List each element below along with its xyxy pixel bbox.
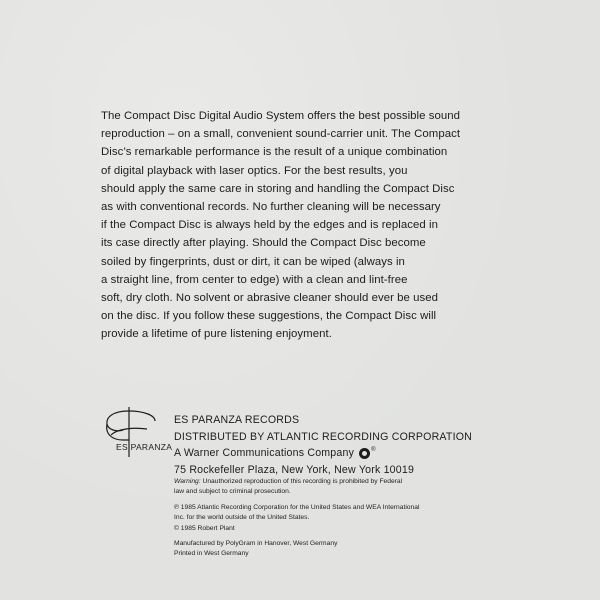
care-line: Disc’s remarkable performance is the result of a unique combination	[101, 146, 448, 159]
address: 75 Rockefeller Plaza, New York, New York 10019	[174, 463, 415, 476]
distributor: DISTRIBUTED BY ATLANTIC RECORDING CORPORATION	[174, 430, 473, 443]
care-line: its case directly after playing. Should the Compact Disc become	[101, 237, 426, 250]
manufacturer: Manufactured by PolyGram in Hanover, West Germany	[174, 540, 338, 548]
label-name: ES PARANZA RECORDS	[174, 414, 300, 426]
warning-line-2: law and subject to criminal prosecution.	[174, 488, 291, 496]
care-line: if the Compact Disc is always held by the edges and is replaced in	[101, 219, 438, 232]
care-line: reproduction – on a small, convenient sound-carrier unit. The Compact	[101, 128, 461, 141]
care-instructions	[101, 107, 521, 344]
care-line: should apply the same care in storing and handling the Compact Disc	[101, 182, 455, 195]
warning-text: Unauthorized reproduction of this recording is prohibited by Federal	[202, 478, 403, 485]
logo-text: ES PARANZA	[116, 442, 173, 452]
phonographic-copyright: ℗ 1985 Atlantic Recording Corporation for the United States and WEA International	[174, 503, 420, 511]
care-line: on the disc. If you follow these suggestions, the Compact Disc will	[101, 310, 437, 323]
printed-in: Printed in West Germany	[174, 550, 249, 558]
parent-company-text: A Warner Communications Company	[174, 447, 355, 459]
warning-label: Warning:	[174, 478, 201, 485]
parent-company	[174, 445, 494, 462]
care-line: a straight line, from center to edge) with a clean and lint-free	[101, 273, 408, 286]
care-line: provide a lifetime of pure listening enjoyment.	[101, 328, 332, 341]
care-line: as with conventional records. No further cleaning will be necessary	[101, 201, 441, 214]
label-info	[174, 412, 494, 478]
warning-line	[174, 477, 494, 487]
phonographic-copyright-2: Inc. for the world outside of the United States.	[174, 514, 310, 522]
legal-notices	[174, 477, 494, 560]
copyright: © 1985 Robert Plant	[174, 524, 235, 532]
care-line: soft, dry cloth. No solvent or abrasive cleaner should ever be used	[101, 292, 439, 305]
wcc-logo-icon	[359, 448, 370, 459]
care-line: of digital playback with laser optics. For the best results, you	[101, 164, 408, 177]
es-paranza-logo-icon	[103, 407, 173, 459]
registered-mark: ®	[371, 447, 376, 453]
care-line: soiled by fingerprints, dust or dirt, it can be wiped (always in	[101, 255, 405, 268]
care-line: The Compact Disc Digital Audio System offers the best possible sound	[101, 110, 461, 122]
